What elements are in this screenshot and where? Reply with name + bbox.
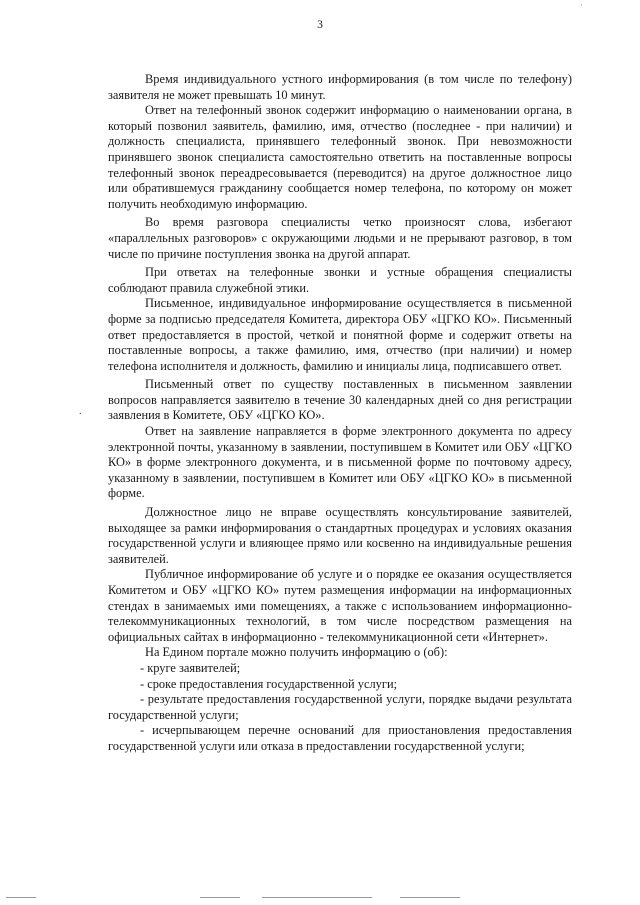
document-body [108,72,572,755]
scan-artifact [0,893,640,905]
paragraph: На Едином портале можно получить информацию о (об): [145,645,448,660]
list-item: - результате предоставления государственной услуги, порядке выдачи результата государственной услуги; [108,692,572,722]
scan-speck: · [580,1,583,10]
page-number: 3 [317,19,323,31]
paragraph: Ответ на заявление направляется в форме электронного документа по адресу электронной почты, указанному в заявлении, поступившем в Комитет или ОБУ «ЦГКО КО» в форме электронного документа, и в письменной форме по почтовому адресу, указанному в заявлении, поступившем в Комитет или ОБУ «ЦГКО КО» в письменной форме. [108,424,572,501]
margin-mark: . [79,406,82,417]
list-item: - сроке предоставления государственной услуги; [140,676,398,691]
paragraph: Время индивидуального устного информирования (в том числе по телефону) заявителя не может превышать 10 минут. [108,72,572,102]
paragraph: Письменный ответ по существу поставленных в письменном заявлении вопросов направляется заявителю в течение 30 календарных дней со дня регистрации заявления в Комитете, ОБУ «ЦГКО КО». [108,377,572,423]
paragraph: Письменное, индивидуальное информирование осуществляется в письменной форме за подписью председателя Комитета, директора ОБУ «ЦГКО КО». Письменный ответ предоставляется в простой, четкой и понятной форме и содержит ответы на поставленные вопросы, а также фамилию, имя, отчество (при наличии) и номер телефона исполнителя и должность, фамилию и инициалы лица, подписавшего ответ. [108,296,572,373]
paragraph: Должностное лицо не вправе осуществлять консультирование заявителей, выходящее за рамки информирования о стандартных процедурах и условиях оказания государственной услуги и влияющее прямо или косвенно на индивидуальные решения заявителей. [108,505,572,566]
paragraph: При ответах на телефонные звонки и устные обращения специалисты соблюдают правила служебной этики. [108,265,572,295]
paragraph: Публичное информирование об услуге и о порядке ее оказания осуществляется Комитетом и ОБУ «ЦГКО КО» путем размещения информации на информационных стендах в занимаемых ими помещениях, а также с использованием информационно-телекоммуникационных технологий, в том числе посредством размещения на официальных сайтах в информационно - телекоммуникационной сети «Интернет». [108,567,572,644]
list-item: - круге заявителей; [140,660,241,675]
list-item: - исчерпывающем перечне оснований для приостановления предоставления государственной услуги или отказа в предоставлении государственной услуги; [108,723,572,753]
paragraph: Ответ на телефонный звонок содержит информацию о наименовании органа, в который позвонил заявитель, фамилию, имя, отчество (последнее - при наличии) и должность специалиста, принявшего телефонный звонок. При невозможности принявшего звонок специалиста самостоятельно ответить на поставленные вопросы телефонный звонок переадресовывается (переводится) на другое должностное лицо или обратившемуся гражданину сообщается номер телефона, по которому он может получить необходимую информацию. [108,103,572,211]
paragraph: Во время разговора специалисты четко произносят слова, избегают «параллельных разговоров» с окружающими людьми и не прерывают разговор, в том числе по причине поступления звонка на другой аппарат. [108,215,572,261]
